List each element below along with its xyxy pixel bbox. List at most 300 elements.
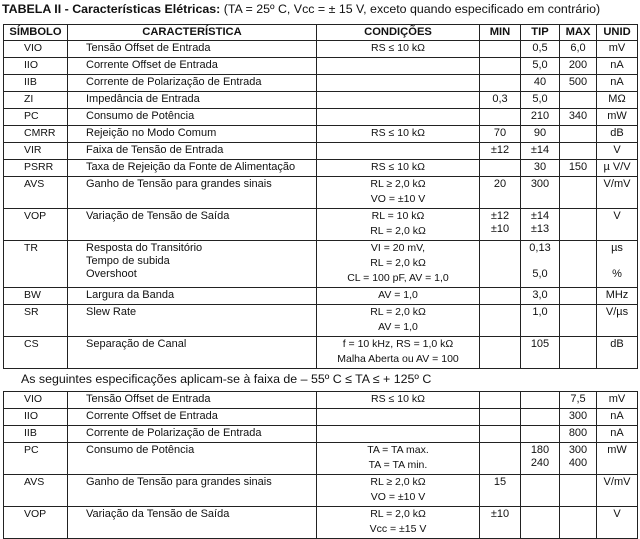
cell-sym <box>4 126 68 143</box>
cond-line <box>320 410 476 425</box>
char-line: Variação de Tensão de Saída <box>86 210 230 222</box>
cell-tip <box>521 41 560 58</box>
cell-cond <box>317 92 480 109</box>
char-line: Ganho de Tensão para grandes sinais <box>86 476 272 488</box>
unit-line <box>600 319 634 332</box>
cell-unit <box>597 41 638 58</box>
sym-line: CS <box>24 338 39 350</box>
char-line: Tensão Offset de Entrada <box>86 393 211 405</box>
cell-sym <box>4 109 68 126</box>
cell-max <box>560 177 597 209</box>
cell-min <box>480 392 521 409</box>
max-line <box>563 144 593 157</box>
cell-cond <box>317 41 480 58</box>
cell-cond <box>317 305 480 337</box>
min-line: ±12 <box>490 210 510 222</box>
cell-min <box>480 160 521 177</box>
cell-unit <box>597 305 638 337</box>
cell-char <box>68 475 317 507</box>
cell-min <box>480 143 521 160</box>
char-line: Corrente Offset de Entrada <box>86 410 218 422</box>
cell-min <box>480 443 521 475</box>
cond-line: TA = TA max. <box>367 444 429 456</box>
sym-line: AVS <box>24 178 45 190</box>
sym-line <box>24 268 64 281</box>
cell-sym <box>4 392 68 409</box>
header-unid: UNID <box>597 25 638 41</box>
char-line <box>86 521 313 534</box>
sym-line: PSRR <box>24 161 54 173</box>
cell-max <box>560 160 597 177</box>
cell-unit <box>597 58 638 75</box>
sym-line: VOP <box>24 210 47 222</box>
cell-char <box>68 507 317 539</box>
min-line: 20 <box>493 178 507 190</box>
cell-min <box>480 288 521 305</box>
cond-line: Vcc = ±15 V <box>369 523 427 535</box>
tip-line: ±14 <box>530 144 550 156</box>
cell-max <box>560 507 597 539</box>
cell-min <box>480 241 521 288</box>
cell-unit <box>597 75 638 92</box>
table-body-2 <box>4 392 638 539</box>
unit-line: V/mV <box>603 178 631 190</box>
table-row <box>4 109 638 126</box>
tip-line: ±13 <box>530 223 550 235</box>
cond-line: RS ≤ 10 kΩ <box>371 127 425 139</box>
cell-unit <box>597 443 638 475</box>
sym-line: VOP <box>24 508 47 520</box>
cell-unit <box>597 126 638 143</box>
min-line <box>483 393 517 406</box>
unit-line <box>600 191 634 204</box>
cell-tip <box>521 443 560 475</box>
header-tip: TIP <box>521 25 560 41</box>
min-line: 70 <box>493 127 507 139</box>
tip-line <box>524 351 556 364</box>
char-line: Separação de Canal <box>86 338 187 350</box>
min-line <box>483 457 517 470</box>
unit-line: nA <box>610 59 624 71</box>
tip-line <box>524 410 556 423</box>
cell-sym <box>4 75 68 92</box>
cell-char <box>68 443 317 475</box>
cell-char <box>68 288 317 305</box>
table-row <box>4 75 638 92</box>
max-line: 340 <box>568 110 588 122</box>
cell-min <box>480 75 521 92</box>
sym-line <box>24 191 64 204</box>
unit-line: V <box>613 210 621 222</box>
unit-line: mW <box>607 444 627 456</box>
cell-max <box>560 75 597 92</box>
cell-max <box>560 443 597 475</box>
cond-line <box>320 110 476 125</box>
cell-min <box>480 409 521 426</box>
cell-unit <box>597 288 638 305</box>
cell-max <box>560 92 597 109</box>
cell-sym <box>4 41 68 58</box>
cell-max <box>560 209 597 241</box>
max-line <box>563 289 593 302</box>
tip-line <box>524 521 556 534</box>
table-row <box>4 392 638 409</box>
cell-tip <box>521 126 560 143</box>
cell-cond <box>317 177 480 209</box>
cell-max <box>560 143 597 160</box>
cell-min <box>480 109 521 126</box>
cell-cond <box>317 392 480 409</box>
cell-sym <box>4 58 68 75</box>
min-line: 0,3 <box>492 93 508 105</box>
cell-cond <box>317 143 480 160</box>
sym-line: ZI <box>24 93 34 105</box>
cell-cond <box>317 288 480 305</box>
tip-line <box>524 319 556 332</box>
unit-line: MHz <box>605 289 629 301</box>
char-line: Consumo de Potência <box>86 444 195 456</box>
cond-line: VO = ±10 V <box>370 193 426 205</box>
cond-line <box>320 59 476 74</box>
table-row <box>4 409 638 426</box>
char-line: Consumo de Potência <box>86 110 195 122</box>
char-line: Slew Rate <box>86 306 137 318</box>
char-line: Faixa de Tensão de Entrada <box>86 144 224 156</box>
cell-min <box>480 426 521 443</box>
sym-line: IIB <box>24 427 37 439</box>
cell-sym <box>4 160 68 177</box>
sym-line <box>24 255 64 268</box>
max-line: 800 <box>568 427 588 439</box>
max-line: 6,0 <box>570 42 586 54</box>
min-line <box>483 444 517 457</box>
sym-line: PC <box>24 110 39 122</box>
table-title <box>2 2 638 16</box>
sym-line: IIB <box>24 76 37 88</box>
cell-tip <box>521 288 560 305</box>
cell-sym <box>4 305 68 337</box>
unit-line: µ V/V <box>603 161 631 173</box>
unit-line <box>600 255 634 268</box>
table-title-conditions: (TA = 25º C, Vcc = ± 15 V, exceto quando especificado em contrário) <box>220 2 601 16</box>
tip-line: 300 <box>530 178 550 190</box>
cond-line: RL = 2,0 kΩ <box>370 225 426 237</box>
unit-line: V/mV <box>603 476 631 488</box>
min-line <box>483 306 517 319</box>
cell-sym <box>4 337 68 369</box>
cell-char <box>68 241 317 288</box>
cell-cond <box>317 337 480 369</box>
unit-line: nA <box>610 427 624 439</box>
table-row <box>4 337 638 369</box>
min-line: 15 <box>493 476 507 488</box>
cell-max <box>560 305 597 337</box>
sym-line: PC <box>24 444 39 456</box>
max-line <box>563 319 593 332</box>
table-row <box>4 241 638 288</box>
cell-tip <box>521 409 560 426</box>
tip-line <box>524 255 556 268</box>
cell-sym <box>4 143 68 160</box>
max-line <box>563 338 593 351</box>
max-line <box>563 178 593 191</box>
cell-unit <box>597 337 638 369</box>
tip-line <box>524 191 556 204</box>
sym-line <box>24 223 64 236</box>
extended-temperature-table <box>3 391 638 539</box>
cell-min <box>480 41 521 58</box>
min-line <box>483 351 517 364</box>
min-line <box>483 59 517 72</box>
min-line <box>483 110 517 123</box>
unit-line <box>600 223 634 236</box>
cond-line: VO = ±10 V <box>370 491 426 503</box>
unit-line <box>600 489 634 502</box>
min-line <box>483 268 517 281</box>
cell-min <box>480 507 521 539</box>
cell-tip <box>521 177 560 209</box>
table-row <box>4 426 638 443</box>
max-line: 7,5 <box>570 393 586 405</box>
cell-char <box>68 41 317 58</box>
min-line: ±12 <box>490 144 510 156</box>
cell-sym <box>4 241 68 288</box>
cell-cond <box>317 409 480 426</box>
min-line <box>483 191 517 204</box>
sym-line: VIO <box>24 393 43 405</box>
tip-line: 3,0 <box>532 289 548 301</box>
max-line <box>563 191 593 204</box>
sym-line: BW <box>24 289 41 301</box>
cell-tip <box>521 58 560 75</box>
cell-char <box>68 58 317 75</box>
cell-char <box>68 92 317 109</box>
cell-sym <box>4 92 68 109</box>
max-line <box>563 93 593 106</box>
cell-char <box>68 126 317 143</box>
cell-sym <box>4 409 68 426</box>
cell-unit <box>597 426 638 443</box>
header-caracteristica: CARACTERÍSTICA <box>68 25 317 41</box>
cell-cond <box>317 58 480 75</box>
table-row <box>4 143 638 160</box>
table-row <box>4 177 638 209</box>
sym-line: CMRR <box>24 127 56 139</box>
cond-line: TA = TA min. <box>368 459 428 471</box>
header-max: MAX <box>560 25 597 41</box>
char-line <box>86 457 313 470</box>
table-title-bold: TABELA II - Características Elétricas: <box>2 2 221 16</box>
unit-line: V <box>613 144 621 156</box>
cell-tip <box>521 160 560 177</box>
tip-line: 30 <box>533 161 547 173</box>
max-line: 300 <box>568 410 588 422</box>
unit-line <box>600 457 634 470</box>
tip-line: 5,0 <box>532 93 548 105</box>
max-line: 400 <box>568 457 588 469</box>
cell-char <box>68 177 317 209</box>
min-line <box>483 161 517 174</box>
sym-line: VIR <box>24 144 42 156</box>
cell-char <box>68 426 317 443</box>
cell-cond <box>317 160 480 177</box>
cell-cond <box>317 126 480 143</box>
cond-line: RS ≤ 10 kΩ <box>371 42 425 54</box>
sym-line <box>24 457 64 470</box>
unit-line: % <box>612 268 622 280</box>
char-line: Corrente Offset de Entrada <box>86 59 218 71</box>
tip-line <box>524 427 556 440</box>
unit-line: nA <box>610 76 624 88</box>
cell-min <box>480 475 521 507</box>
cell-tip <box>521 475 560 507</box>
unit-line <box>600 521 634 534</box>
min-line <box>483 427 517 440</box>
sym-line <box>24 521 64 534</box>
cond-line: RL = 2,0 kΩ <box>370 508 426 520</box>
cell-unit <box>597 209 638 241</box>
cell-unit <box>597 392 638 409</box>
table-row <box>4 160 638 177</box>
cond-line <box>320 427 476 442</box>
cell-sym <box>4 426 68 443</box>
cell-min <box>480 126 521 143</box>
max-line: 150 <box>568 161 588 173</box>
cond-line: RL = 2,0 kΩ <box>370 257 426 269</box>
cell-min <box>480 92 521 109</box>
cond-line: f = 10 kHz, RS = 1,0 kΩ <box>342 338 454 350</box>
max-line <box>563 351 593 364</box>
cond-line: RS ≤ 10 kΩ <box>371 161 425 173</box>
cond-line <box>320 76 476 91</box>
cell-tip <box>521 426 560 443</box>
table-row <box>4 475 638 507</box>
tip-line: 90 <box>533 127 547 139</box>
cell-min <box>480 337 521 369</box>
cell-max <box>560 126 597 143</box>
char-line: Largura da Banda <box>86 289 175 301</box>
cell-unit <box>597 109 638 126</box>
min-line <box>483 242 517 255</box>
min-line <box>483 289 517 302</box>
sym-line: TR <box>24 242 38 254</box>
cell-char <box>68 305 317 337</box>
tip-line <box>524 508 556 521</box>
table-row <box>4 305 638 337</box>
tip-line: 0,13 <box>529 242 551 254</box>
max-line: 200 <box>568 59 588 71</box>
char-line <box>86 351 313 364</box>
tip-line <box>524 489 556 502</box>
char-line <box>86 319 313 332</box>
cell-sym <box>4 288 68 305</box>
tip-line: 1,0 <box>532 306 548 318</box>
cell-cond <box>317 507 480 539</box>
char-line: Tempo de subida <box>86 255 170 267</box>
max-line <box>563 476 593 489</box>
max-line: 300 <box>568 444 588 456</box>
max-line <box>563 306 593 319</box>
sym-line: IIO <box>24 410 39 422</box>
char-line: Impedância de Entrada <box>86 93 200 105</box>
cond-line: RL ≥ 2,0 kΩ <box>370 178 426 190</box>
header-min: MIN <box>480 25 521 41</box>
cell-char <box>68 75 317 92</box>
char-line: Tensão Offset de Entrada <box>86 42 211 54</box>
min-line <box>483 255 517 268</box>
max-line <box>563 489 593 502</box>
max-line <box>563 223 593 236</box>
cell-min <box>480 209 521 241</box>
cell-unit <box>597 475 638 507</box>
char-line: Ganho de Tensão para grandes sinais <box>86 178 272 190</box>
unit-line: V/µs <box>605 306 629 318</box>
cell-char <box>68 109 317 126</box>
cond-line: AV = 1,0 <box>378 321 418 333</box>
unit-line: mW <box>607 110 627 122</box>
char-line <box>86 489 313 502</box>
table-row <box>4 209 638 241</box>
cell-sym <box>4 177 68 209</box>
cell-tip <box>521 337 560 369</box>
table-row <box>4 443 638 475</box>
cell-max <box>560 337 597 369</box>
min-line <box>483 76 517 89</box>
table-row <box>4 92 638 109</box>
cell-unit <box>597 92 638 109</box>
tip-line <box>524 476 556 489</box>
max-line <box>563 210 593 223</box>
max-line <box>563 521 593 534</box>
header-simbolo: SÍMBOLO <box>4 25 68 41</box>
cell-cond <box>317 426 480 443</box>
unit-line: V <box>613 508 621 520</box>
cell-max <box>560 288 597 305</box>
cell-sym <box>4 507 68 539</box>
cond-line: RS ≤ 10 kΩ <box>371 393 425 405</box>
cell-tip <box>521 109 560 126</box>
unit-line: dB <box>610 338 624 350</box>
cond-line: RL = 10 kΩ <box>371 210 425 222</box>
sym-line <box>24 319 64 332</box>
unit-line: MΩ <box>608 93 626 105</box>
min-line <box>483 319 517 332</box>
tip-line: 240 <box>530 457 550 469</box>
tip-line: 210 <box>530 110 550 122</box>
unit-line: nA <box>610 410 624 422</box>
cell-char <box>68 337 317 369</box>
cell-unit <box>597 409 638 426</box>
min-line: ±10 <box>490 508 510 520</box>
sym-line: VIO <box>24 42 43 54</box>
cell-cond <box>317 209 480 241</box>
cond-line: RL ≥ 2,0 kΩ <box>370 476 426 488</box>
max-line <box>563 508 593 521</box>
cond-line <box>320 144 476 159</box>
cell-char <box>68 160 317 177</box>
cell-max <box>560 426 597 443</box>
cond-line: Malha Aberta ou AV = 100 <box>337 353 459 365</box>
char-line: Corrente de Polarização de Entrada <box>86 76 262 88</box>
electrical-characteristics-table <box>3 24 638 369</box>
cell-unit <box>597 160 638 177</box>
tip-line: 5,0 <box>532 268 548 280</box>
cell-tip <box>521 305 560 337</box>
max-line <box>563 268 593 281</box>
unit-line: mV <box>608 393 626 405</box>
cell-max <box>560 109 597 126</box>
table-row <box>4 58 638 75</box>
